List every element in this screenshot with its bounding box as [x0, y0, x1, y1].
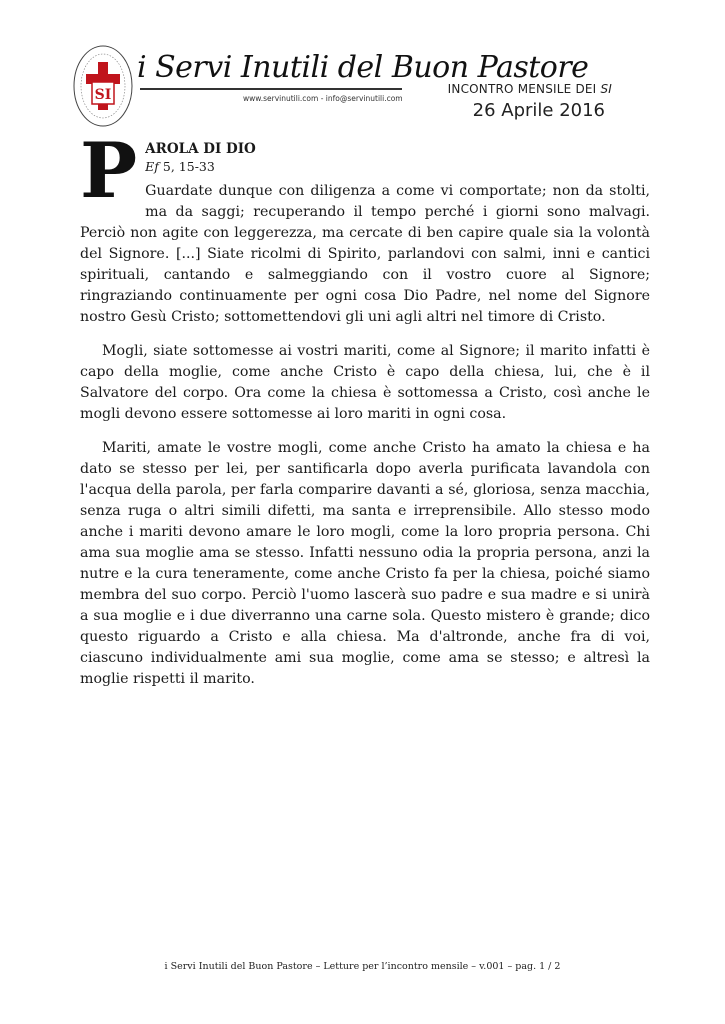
meeting-date: 26 Aprile 2016 [472, 100, 605, 121]
scripture-reference [80, 158, 650, 175]
page-header [0, 0, 725, 130]
reference-verses: 5, 15-33 [158, 159, 215, 174]
paragraph-1: Guardate dunque con diligenza a come vi comportate; non da stolti, ma da saggi; recuperando il tempo perché i giorni sono malvagi. Perciò non agite con leggerezza, ma cercate di ben capire quale sia la volontà del Signore. [...] Siate ricolmi di Spirito, parlandovi con salmi, inni e cantici spirituali, cantando e salmeggiando con il vostro cuore al Signore; ringraziando continuamente per ogni cosa Dio Padre, nel nome del Signore nostro Gesù Cristo; sottomettendovi gli uni agli altri nel timore di Cristo. [80, 183, 650, 325]
meeting-label [448, 82, 612, 96]
drop-cap: P [80, 126, 138, 215]
logo-underline [140, 88, 402, 90]
page-footer: i Servi Inutili del Buon Pastore – Letture per l’incontro mensile – v.001 – pag. 1 / 2 [164, 961, 561, 972]
logo-seal-icon [72, 44, 134, 128]
paragraph-3: Mariti, amate le vostre mogli, come anche Cristo ha amato la chiesa e ha dato se stesso per lei, per santificarla dopo averla purificata lavandola con l'acqua della parola, per farla comparire davanti a sé, gloriosa, senza macchia, senza ruga o altri simili difetti, ma santa e irreprensibile. Allo stesso modo anche i mariti devono amare le loro mogli, come la loro propria persona. Chi ama sua moglie ama se stesso. Infatti nessuno odia la propria persona, anzi la nutre e la cura teneramente, come anche Cristo fa per la chiesa, poiché siamo membra del suo corpo. Perciò l'uomo lascerà suo padre e sua madre e si unirà a sua moglie e i due diverranno una carne sola. Questo mistero è grande; dico questo riguardo a Cristo e alla chiesa. Ma d'altronde, anche fra di voi, ciascuno individualmente ami sua moglie, come ama se stesso; e altresì la moglie rispetti il marito. [80, 440, 650, 687]
reference-book: Ef [145, 159, 159, 174]
logo-title: i Servi Inutili del Buon Pastore [137, 50, 589, 85]
meeting-label-em: SI [600, 82, 612, 96]
paragraph-2: Mogli, siate sottomesse ai vostri mariti, come al Signore; il marito infatti è capo della moglie, come anche Cristo è capo della chiesa, lui, che è il Salvatore del corpo. Ora come la chiesa è sottomessa a Cristo, così anche le mogli devono essere sottomesse ai loro mariti in ogni cosa. [80, 343, 650, 422]
logo-seal-letters: SI [94, 87, 112, 103]
meeting-label-prefix: INCONTRO MENSILE DEI [447, 82, 601, 96]
reading-content [80, 126, 650, 690]
section-title: AROLA DI DIO [145, 141, 256, 157]
logo-subtitle: www.servinutili.com - info@servinutili.com [243, 94, 403, 103]
